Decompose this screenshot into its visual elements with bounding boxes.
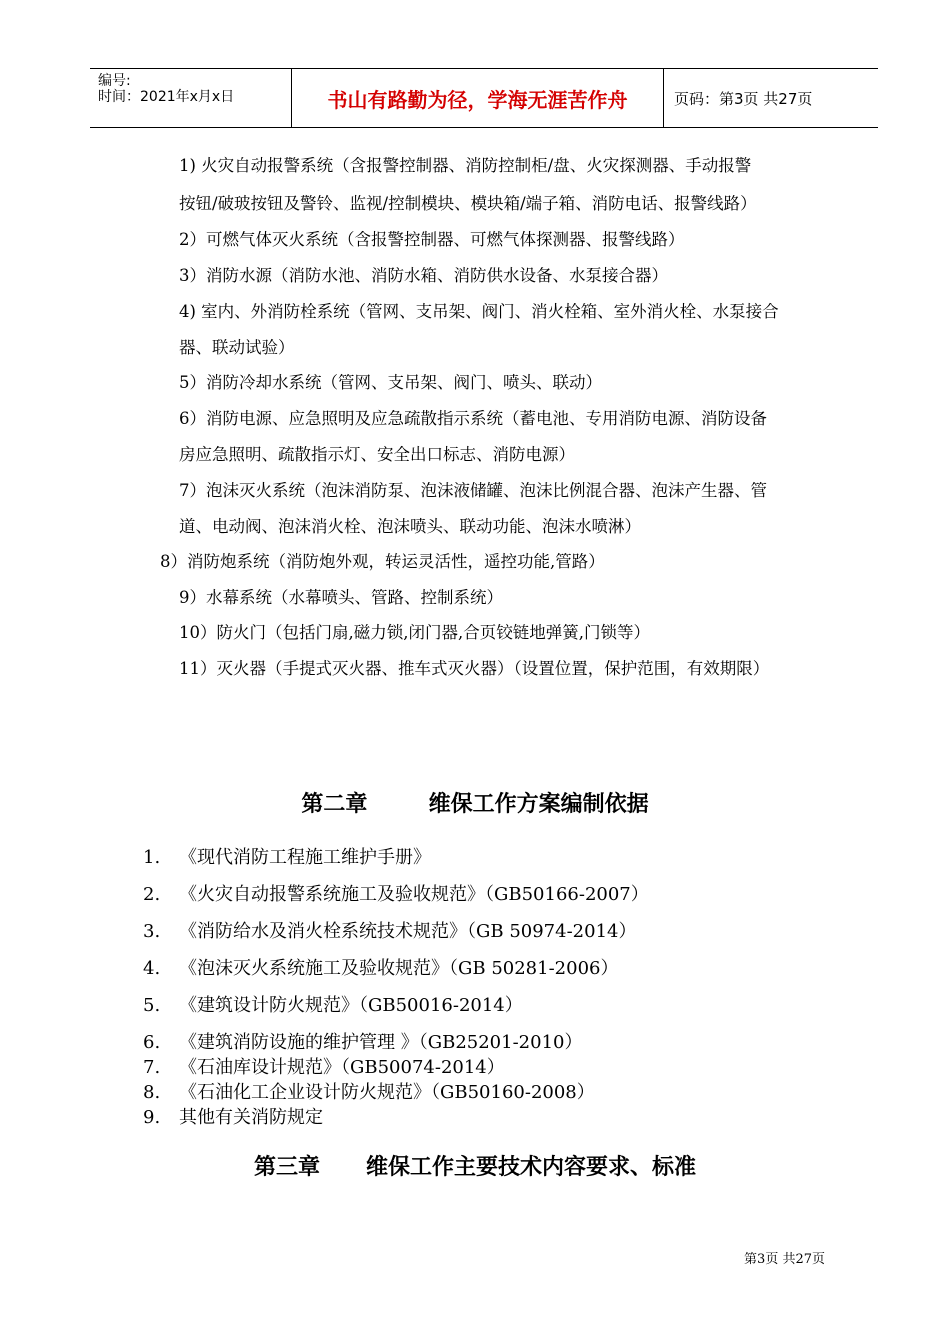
reference-item [143,917,636,943]
system-line: 6）消防电源、应急照明及应急疏散指示系统（蓄电池、专用消防电源、消防设备 [179,409,767,428]
reference-item [143,1078,595,1104]
reference-number: 5. [143,995,161,1016]
number-label: 编号: [98,73,131,89]
header-motto: 书山有路勤为径，学海无涯苦作舟 [292,69,664,127]
system-line: 房应急照明、疏散指示灯、安全出口标志、消防电源） [179,445,575,464]
time-label: 时间：2021年x月x日 [98,89,235,105]
reference-number: 6. [143,1032,161,1053]
reference-number: 1. [143,847,161,868]
system-line: 10）防火门（包括门扇,磁力锁,闭门器,合页铰链地弹簧,门锁等） [179,623,650,642]
reference-item [143,954,618,980]
reference-text: 《建筑设计防火规范》（GB50016-2014） [179,995,523,1016]
reference-text: 《火灾自动报警系统施工及验收规范》（GB50166-2007） [179,884,649,905]
reference-number: 4. [143,958,161,979]
system-line: 2）可燃气体灭火系统（含报警控制器、可燃气体探测器、报警线路） [179,230,685,249]
system-line: 11）灭火器（手提式灭火器、推车式灭火器）（设置位置，保护范围，有效期限） [179,659,770,678]
system-line: 4) 室内、外消防栓系统（管网、支吊架、阀门、消火栓箱、室外消火栓、水泵接合 [179,302,779,321]
reference-text: 《泡沫灭火系统施工及验收规范》（GB 50281-2006） [179,958,619,979]
system-line: 8）消防炮系统（消防炮外观，转运灵活性，遥控功能,管路） [160,552,605,571]
reference-item [143,991,523,1017]
system-line: 器、联动试验） [179,338,295,357]
page-header [90,68,878,128]
reference-text: 《石油库设计规范》（GB50074-2014） [179,1057,505,1078]
system-line: 9）水幕系统（水幕喷头、管路、控制系统） [179,588,503,607]
system-line: 1) 火灾自动报警系统（含报警控制器、消防控制柜/盘、火灾探测器、手动报警 [179,156,752,175]
system-line: 道、电动阀、泡沫消火栓、泡沫喷头、联动功能、泡沫水喷淋） [179,517,641,536]
reference-text: 《建筑消防设施的维护管理 》（GB25201-2010） [179,1032,583,1053]
system-line: 3）消防水源（消防水池、消防水箱、消防供水设备、水泵接合器） [179,266,668,285]
header-meta [90,69,292,127]
system-line: 5）消防冷却水系统（管网、支吊架、阀门、喷头、联动） [179,373,602,392]
reference-number: 8. [143,1082,161,1103]
reference-item [143,843,431,869]
page-footer: 第3页 共27页 [744,1252,825,1267]
reference-number: 3. [143,921,161,942]
reference-number: 9. [143,1107,161,1128]
reference-item [143,1053,505,1079]
reference-text: 其他有关消防规定 [179,1107,323,1128]
system-line: 7）泡沫灭火系统（泡沫消防泵、泡沫液储罐、泡沫比例混合器、泡沫产生器、管 [179,481,767,500]
reference-item [143,1028,582,1054]
reference-item [143,880,649,906]
chapter-2-title: 第二章 维保工作方案编制依据 [301,791,649,817]
header-page-info: 页码：第3页 共27页 [674,89,813,108]
reference-text: 《石油化工企业设计防火规范》（GB50160-2008） [179,1082,595,1103]
reference-number: 7. [143,1057,161,1078]
reference-number: 2. [143,884,161,905]
reference-item [143,1103,323,1129]
system-line: 按钮/破玻按钮及警铃、监视/控制模块、模块箱/端子箱、消防电话、报警线路） [179,194,757,213]
reference-text: 《现代消防工程施工维护手册》 [179,847,431,868]
chapter-3-title: 第三章 维保工作主要技术内容要求、标准 [254,1154,696,1180]
reference-text: 《消防给水及消火栓系统技术规范》（GB 50974-2014） [179,921,637,942]
